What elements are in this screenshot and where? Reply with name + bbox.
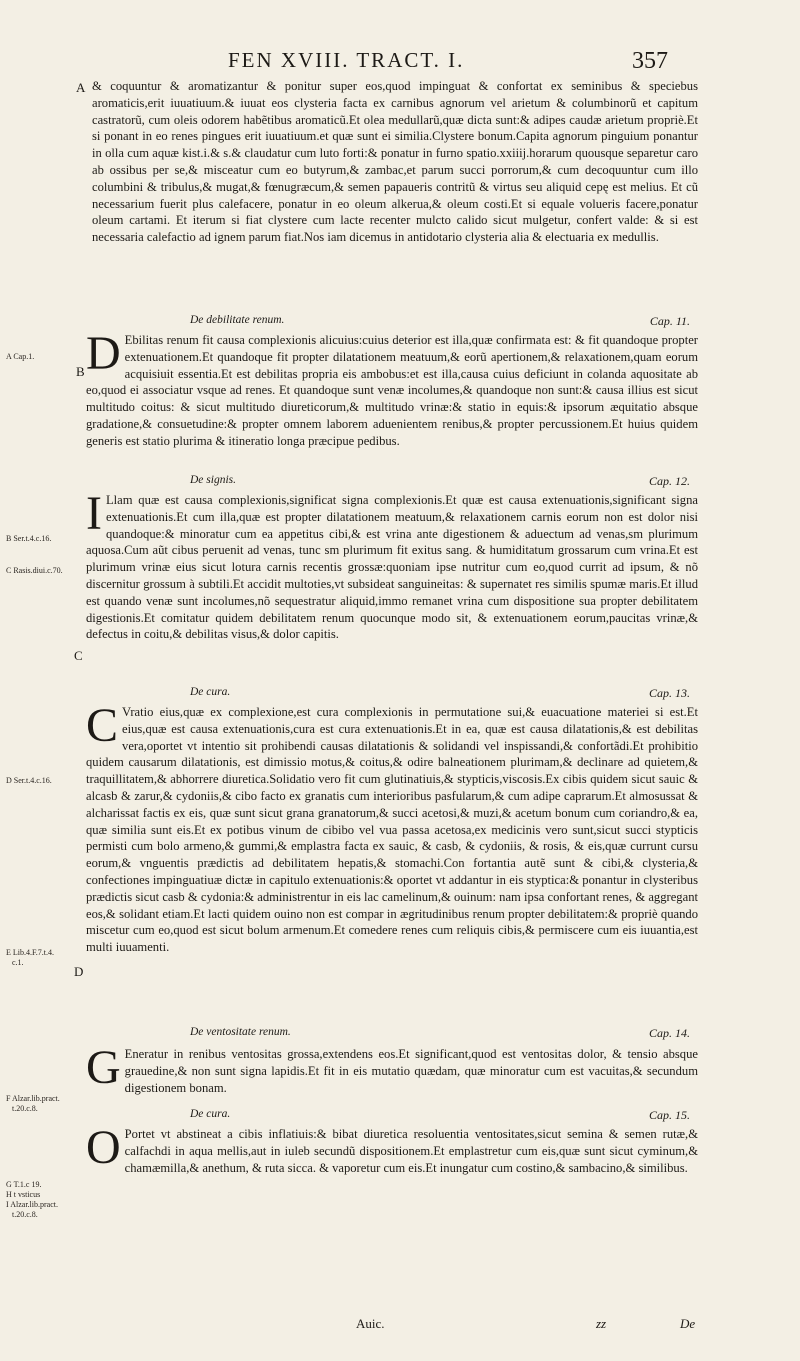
paragraph-text: Eneratur in renibus ventositas grossa,extendens eos.Et significant,quod est ventositas dolor, & tensio absque grauedine,& non sunt signa lapidis.Et fit in eis mutatio quædam, quæ minoratur cum est vacuitas,& secundum digestionem bonam.	[124, 1047, 698, 1095]
paragraph-text: Llam quæ est causa complexionis,significat signa complexionis.Et quæ est causa extenuationis,significant signa extenuationis.Et cum illa,quæ est propter dilatationem meatuum,& relaxationem carnis eorum non est dolor nisi quandoque:& minoratur cum ea appetitus cibi,& est vrina ante digestionem & aduectum ad venas,sm plurimum aquosa.Cum aũt cibus peruenit ad venas, tunc sm plurimum fit exitus sang. & humiditatum grossarum cum vrina.Et est plurimum vrinæ eius sicut lotura carnis recentis grossæ:quoniam ipse nutritur cum eo,quod currit ad ipsum, & nõ discernitur grossum à subtili.Et accidit multoties,vt subsideat sanguineitas: & supernatet res similis spumæ maris.Et illud est quando venæ sunt incolumes,nõ sequestratur aliquid,immo remanet vrina cum dispositione sua propter debilitatem digestionis.Et comitatur quidem debilitatem renum quocunque modo sit, & extenuationem eorum,paucitas vrinæ,& defectus in coitu,& debilitas visus,& dolor capitis.	[86, 493, 698, 642]
section-letter-b: B	[76, 364, 85, 379]
heading-title: De debilitate renum.	[190, 314, 285, 326]
page-footer	[0, 1316, 800, 1336]
heading-title: De cura.	[190, 686, 231, 698]
chapter-number: Cap. 12.	[648, 474, 690, 488]
paragraph-signis	[86, 487, 698, 643]
heading-title: De ventositate renum.	[190, 1026, 291, 1038]
paragraph-cura-13	[86, 699, 698, 956]
paragraph-ventositate	[86, 1041, 698, 1096]
catchword-left: Auic.	[356, 1316, 385, 1331]
heading-title: De signis.	[190, 474, 236, 486]
drop-cap: O	[86, 1121, 121, 1174]
margin-note-b: B Ser.t.4.c.16.	[6, 534, 52, 543]
section-letter-d: D	[74, 964, 84, 979]
margin-note-c: C Rasis.diui.c.70.	[6, 566, 63, 575]
paragraph-cura-15	[86, 1121, 698, 1176]
page-number: 357	[632, 48, 668, 74]
catchword-right: De	[680, 1316, 696, 1331]
heading-title: De cura.	[190, 1108, 231, 1120]
margin-note-e: E Lib.4.F.7.t.4. c.1.	[6, 948, 55, 967]
heading-signis	[190, 474, 690, 494]
margin-note-f: F Alzar.lib.pract. t.20.c.8.	[6, 1094, 60, 1113]
chapter-number: Cap. 14.	[648, 1026, 690, 1040]
heading-cura-13	[190, 686, 690, 706]
drop-cap: C	[86, 699, 119, 752]
margin-note-d: D Ser.t.4.c.16.	[6, 776, 52, 785]
section-letter-c: C	[74, 648, 83, 663]
heading-cura-15	[190, 1108, 690, 1128]
margin-note-g: G T.1.c 19. H t vsticus I Alzar.lib.pract. t.20.c.8.	[6, 1180, 58, 1219]
drop-cap: G	[86, 1041, 121, 1094]
chapter-number: Cap. 15.	[648, 1108, 690, 1122]
drop-cap: D	[86, 327, 121, 380]
paragraph-text: Portet vt abstineat a cibis inflatiuis:& bibat diuretica resoluentia ventositates,sicut semina & semen rutæ,& calfachdi in aqua mellis,aut in iuleb secundũ dispositionem.Et emplastretur cum eis,quæ sunt sicut cyminum,& chamæmilla,& anethum, & ruta sicca. & vaporetur cum eis.Et inungatur cum costino,& sambacino,& similibus.	[124, 1127, 698, 1175]
chapter-number: Cap. 13.	[648, 686, 690, 700]
margin-note-a: A Cap.1.	[6, 352, 35, 361]
paragraph-text: Ebilitas renum fit causa complexionis alicuius:cuius deterior est illa,quæ confirmata est: & fit quandoque propter extenuationem.Et quandoque fit propter dilatationem meatuum,& eorũ apertionem,& relaxationem,quam eorum acquisiuit essentia.Et est debilitas propria eis ambobus:et est illa,causa cuius deficiunt in colanda aquositate ab eo,quod ei associatur vsque ad renes. Et quandoque sunt venæ incolumes,& quandoque non sunt:& causa illius est sicut multitudo coitus: & sicut multitudo diureticorum,& multitudo vrinæ:& statio in equis:& ipsorum æquitatio absque gradatione,& consuetudine:& propter omnem laborem aduenientem renibus,& propter percussionem.Et huius quidem generis est statio plurima & itineratio longa præcipue pedibus.	[86, 333, 698, 448]
signature-mark: zz	[596, 1316, 607, 1331]
paragraph-text: Vratio eius,quæ ex complexione,est cura complexionis in permutatione sui,& euacuatione materiei si est.Et eius,quæ est causa extenuationis,cura est cura extenuationis.Et in ea, quæ est causa dilatationis,& est debilitas vera,oportet vt intentio sit prohibendi causas dilatationis & solidandi vel inspissandi,& confortãdi.Et prohibitio quidem causarum dilatationis, est dimissio motus,& coitus,& odire balneationem plurimam,& declinare ad quietem,& traquillitatem,& abhorrere diuretica.Solidatio vero fit cum glutinatiuis,& stypticis,viscosis.Ex cibis quidem sicut sauic & alcasb & zarur,& cydoniis,& cibo facto ex granatis cum interioribus pasfularum,& cum adipe caprarum.Et almosussat & alcharissat factis ex eis, quæ sunt sicut grana granatorum,& succi acetosi,& muzi,& acetum bonum cum coriandro,& ea, quæ similia sunt eis.Et ex potibus vinum de cibibo vel vua passa acetosa,ex medicinis vero sunt,sicut succi stypticis permisti cum bolo armeno,& gummi,& emplastra facta ex sauic, & casb, & cydoniis, & rosis, & eis,quæ currunt cursu eorum,& vnguentis prædictis ad debilitatem hepatis,& stomachi.Con fortantia autẽ sunt & cibi,& clysteria,& confectiones impinguatiuæ dictæ in capitulo extenuationis:& oportet vt addantur in eis styptica:& ponantur in clysteribus prædictis sicut casb & cydonia:& administrentur in eis lac camelinum,& ouinum: nam ipsa confortant renes, & aggregant eos,& solidant etiam.Et lacti quidem ouino non est compar in ægritudinibus renum propter debilitatem:& propriè quando miscetur cum eo,quod est sicut bolum armenum.Et comedere renes cum reliquis cibis,& permiscere cum eis iuuantia,est multi iuuamenti.	[86, 705, 698, 955]
heading-ventositate	[190, 1026, 690, 1046]
drop-cap: I	[86, 487, 102, 540]
chapter-number: Cap. 11.	[649, 314, 690, 328]
heading-debilitate	[190, 314, 690, 334]
running-title: FEN XVIII. TRACT. I.	[228, 48, 465, 72]
paragraph-debilitate	[86, 327, 698, 450]
paragraph-clysteria: & coquuntur & aromatizantur & ponitur super eos,quod impinguat & confortat ex seminibus & speciebus aromaticis,erit iuuatiuum.& iuuat eos clysteria facta ex carnibus agnorum vel arietum & columbinorũ et capitum castratorũ, cum oleis odorem habẽtibus aromaticũ.Et olea medullarũ,quæ dicta sunt:& adipes caudæ arietum propriè.Et si ponant in eo renes pingues erit iuuatiuum.et quæ sunt ei similia.Clystere bonum.Capita agnorum pinguium ponantur in olla cum aquæ kist.i.& s.& claudatur cum luto forti:& ponatur in furno spatio.xxiiij.horarum quousque separetur caro ab ossibus per se,& misceatur cum eo butyrum,& zambac,et parum succi porrorum,& cum decoquuntur cum illo columbini & tribulus,& mugat,& fœnugræcum,& semen papaueris contritũ & virtus seu aliquid cepę est melius. Et cũ necessarium fuerit plus calefacere, ponatur in eo oleum alkerua,& oleum costi.Et si equale volueris facere,ponatur oleum cartami. Et iterum si fiat clystere cum lacte recenter mulcto calido sicut mulgetur, confert valde: & si est necessaria calefactio ad ignem parum fiat.Nos iam dicemus in antidotario clysteria alia & electuaria ex medullis.	[92, 79, 698, 245]
section-letter-a: A	[76, 80, 86, 95]
